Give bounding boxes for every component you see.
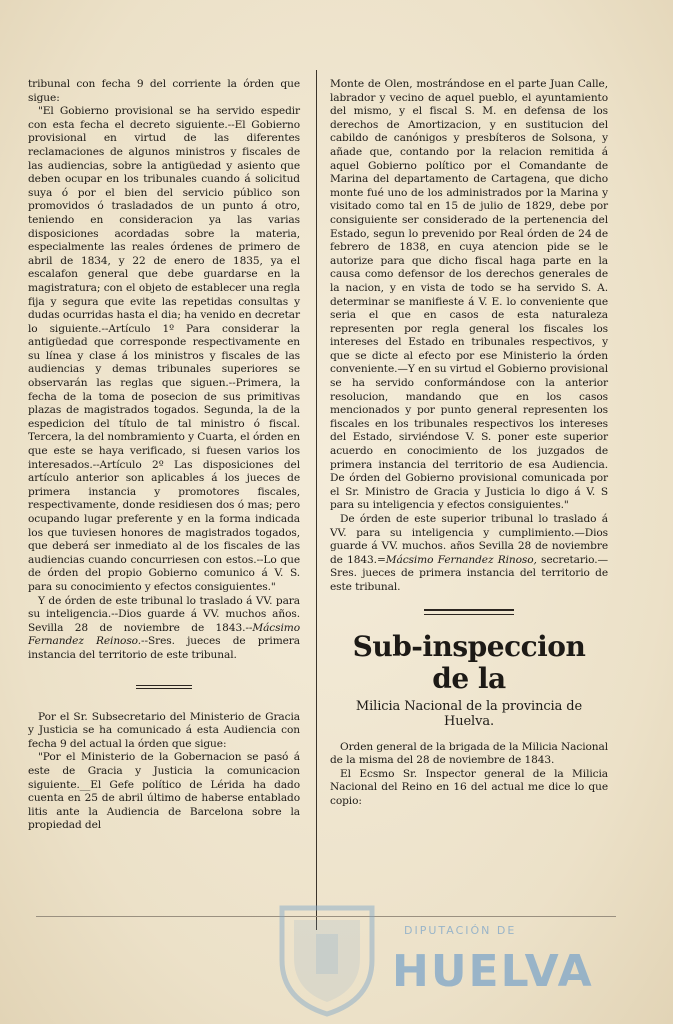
right-paragraph-2	[330, 513, 608, 595]
section-subheading: Milicia Nacional de la provincia de	[355, 698, 583, 714]
closing-recipients: --Sres. jueces de primera instancia del territorio de este tribunal.	[28, 635, 300, 661]
left-paragraph-5: "Por el Ministerio de la Gobernacion se pasó á este de Gracia y Justicia la comunicacion siguiente.__El Gefe político de Lérida ha dado cuenta en 25 de abril último de haberse entablado litis ante la Audiencia de Barcelona sobre la propiedad del	[28, 751, 300, 832]
left-paragraph-1: tribunal con fecha 9 del corriente la órden que sigue:	[28, 78, 300, 104]
signature: Mácsimo Fernandez Reinoso.	[28, 621, 300, 648]
shield-watermark-icon	[272, 900, 382, 1018]
left-column	[28, 78, 300, 833]
left-paragraph-3	[28, 595, 300, 663]
right-paragraph-1: Monte de Olen, mostrándose en el parte Juan Calle, labrador y vecino de aquel pueblo, el ayuntamiento del mismo, y el fiscal S. M. en defensa de los derechos de Amortizacion, y en sustitucion del cabildo de canónigos y presbíteros de Solsona, y añade que, contando por la relacion remitida á aquel Gobierno político por el Comandante de Marina del departamento de Cartagena, que dicho monte fué uno de los administrados por la Marina y visitado como tal en 15 de julio de 1829, debe por consiguiente ser considerado de la pertenencia del Estado, segun lo prevenido por Real órden de 24 de febrero de 1838, en cuya atencion pide se le autorize para que dicho fiscal haga parte en la causa como defensor de los derechos generales de la nacion, y en vista de todo se ha servido S. A. determinar se manifieste á V. E. lo conveniente que seria el que en casos de esta naturaleza representen por regla general los fiscales los intereses del Estado en tribunales respectivos, y que se dicte al efecto por ese Ministerio la órden conveniente.—Y en su virtud el Gobierno provisional se ha servido conformándose con la anterior resolucion, mandando que en los casos mencionados y por punto general representen los fiscales en los tribunales respectivos los intereses del Estado, sirviéndose V. S. poner este superior acuerdo en conocimiento de los juzgados de primera instancia del territorio de esa Audiencia. De órden del Gobierno provisional comunicada por el Sr. Ministro de Gracia y Justicia lo digo á V. S para su inteligencia y efectos consiguientes."	[330, 78, 608, 512]
left-paragraph-2: "El Gobierno provisional se ha servido espedir con esta fecha el decreto siguiente.--El Gobierno provisional en virtud de las diferentes reclamaciones de algunos ministros y fiscales de las audiencias, sobre la antigüedad y asiento que deben ocupar en los tribunales cuando á solicitud suya ó por el bien del servicio público son promovidos ó trasladados de un punto á otro, teniendo en consideracion ya las varias disposiciones acordadas sobre la materia, especialmente las reales órdenes de primero de abril de 1834, y 22 de enero de 1835, ya el escalafon general que debe guardarse en la magistratura; con el objeto de establecer una regla fija y segura que evite las repetidas consultas y dudas ocurridas hasta el dia; ha venido en decretar lo siguiente.--Artículo 1º Para considerar la antigüedad que corresponde respectivamente en su línea y clase á los ministros y fiscales de las audiencias y demas tribunales superiores se observarán las reglas que siguen.--Primera, la fecha de la toma de posecion de sus primitivas plazas de magistrados togados. Segunda, la de la espedicion del título de tal ministro ó fiscal. Tercera, la del nombramiento y Cuarta, el órden en que este se haya verificado, si fuesen varios los interesados.--Artículo 2º Las disposiciones del artículo anterior son aplicables á los jueces de primera instancia y promotores fiscales, respectivamente, donde residiesen dos ó mas; pero ocupando lugar preferente y en la forma indicada los que tuviesen honores de magistrados togados, que deberá ser inmediato al de los fiscales de las audiencias cuando concurriesen con estos.--Lo que de órden del propio Gobierno comunico á V. S. para su conocimiento y efectos consiguientes."	[28, 105, 300, 593]
section-headline: Sub-inspeccion de la	[352, 629, 586, 695]
column-divider	[316, 70, 317, 930]
right-paragraph-3: Orden general de la brigada de la Milicia Nacional de la misma del 28 de noviembre de 1843.	[330, 740, 608, 767]
signature: Mácsimo Fernandez Rinoso,	[385, 553, 537, 566]
closing-text: De órden de este superior tribunal lo traslado á VV. para su inteligencia y cumplimiento.—Dios guarde á VV. muchos. años Sevilla 28 de noviembre de 1843.=	[330, 513, 608, 566]
section-separator	[424, 609, 514, 615]
watermark-huelva: HUELVA	[392, 946, 594, 997]
closing-recipients: secretario.—Sres. jueces de primera instancia del territorio de este tribunal.	[330, 553, 609, 593]
closing-text: Y de órden de este tribunal lo traslado á VV. para su inteligencia.--Dios guarde á VV. muchos años. Sevilla 28 de noviembre de 1843.--	[28, 594, 300, 634]
right-column	[330, 78, 608, 809]
section-subheading-place: Huelva.	[443, 713, 495, 729]
right-paragraph-4: El Ecsmo Sr. Inspector general de la Milicia Nacional del Reino en 16 del actual me dice lo que copio:	[330, 767, 608, 807]
watermark-caption: DIPUTACIÓN DE	[404, 924, 517, 937]
section-separator	[136, 685, 192, 689]
left-paragraph-4: Por el Sr. Subsecretario del Ministerio de Gracia y Justicia se ha comunicado á esta Audiencia con fecha 9 del actual la órden que sigue:	[28, 710, 300, 750]
